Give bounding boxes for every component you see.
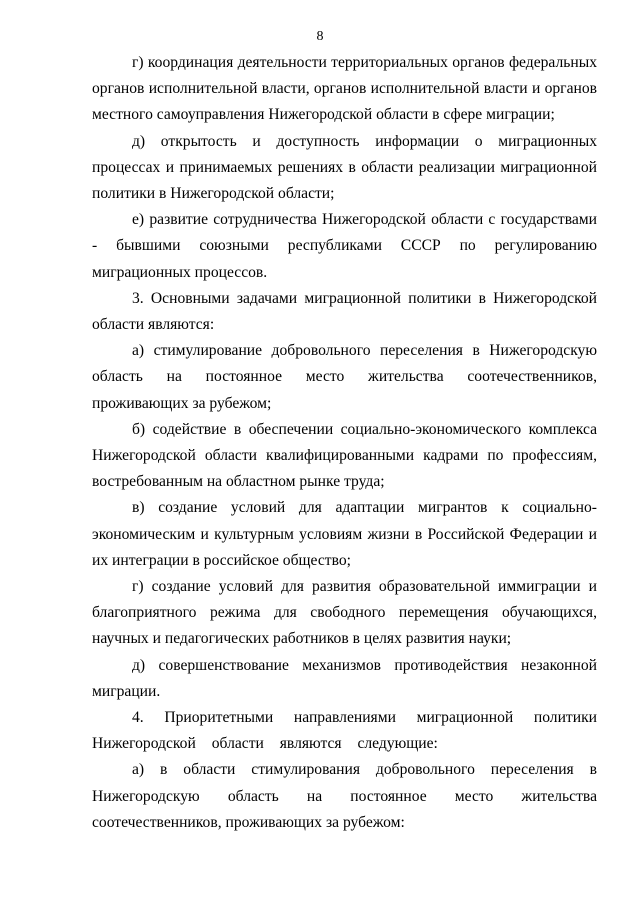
document-body (92, 50, 597, 836)
paragraph-goal-d: д) открытость и доступность информации о миграционных процессах и принимаемых решениях в области реализации миграционной политики в Нижегородской области; (92, 132, 597, 203)
paragraph-task-a: а) стимулирование добровольного переселения в Нижегородскую область на постоянное место жительства соотечественников, проживающих за рубежом; (92, 342, 597, 412)
paragraph-direction-a: а) в области стимулирования добровольного переселения в Нижегородскую область на постоянное место жительства соотечественников, проживающих за рубежом: (92, 761, 597, 831)
paragraph-task-d: д) совершенствование механизмов противодействия незаконной миграции. (92, 656, 597, 700)
paragraph-section-4: 4. Приоритетными направлениями миграционной политики Нижегородской области являются следующие: (92, 709, 597, 753)
paragraph-task-b: б) содействие в обеспечении социально-экономического комплекса Нижегородской области квалифицированными кадрами по профессиям, востребованным на областном рынке труда; (92, 420, 597, 491)
paragraph-task-v: в) создание условий для адаптации мигрантов к социально-экономическим и культурным условиям жизни в Российской Федерации и их интеграции в российское общество; (92, 499, 597, 569)
page-number: 8 (316, 29, 324, 44)
paragraph-goal-e: е) развитие сотрудничества Нижегородской области с государствами - бывшими союзными республиками СССР по регулированию миграционных процессов. (92, 211, 597, 281)
paragraph-task-g: г) создание условий для развития образовательной иммиграции и благоприятного режима для свободного перемещения обучающихся, научных и педагогических работников в целях развития науки; (92, 578, 597, 648)
paragraph-goal-g: г) координация деятельности территориальных органов федеральных органов исполнительной власти, органов исполнительной власти и органов местного самоуправления Нижегородской области в сфере миграции; (92, 54, 597, 124)
paragraph-section-3: 3. Основными задачами миграционной политики в Нижегородской области являются: (92, 289, 597, 334)
